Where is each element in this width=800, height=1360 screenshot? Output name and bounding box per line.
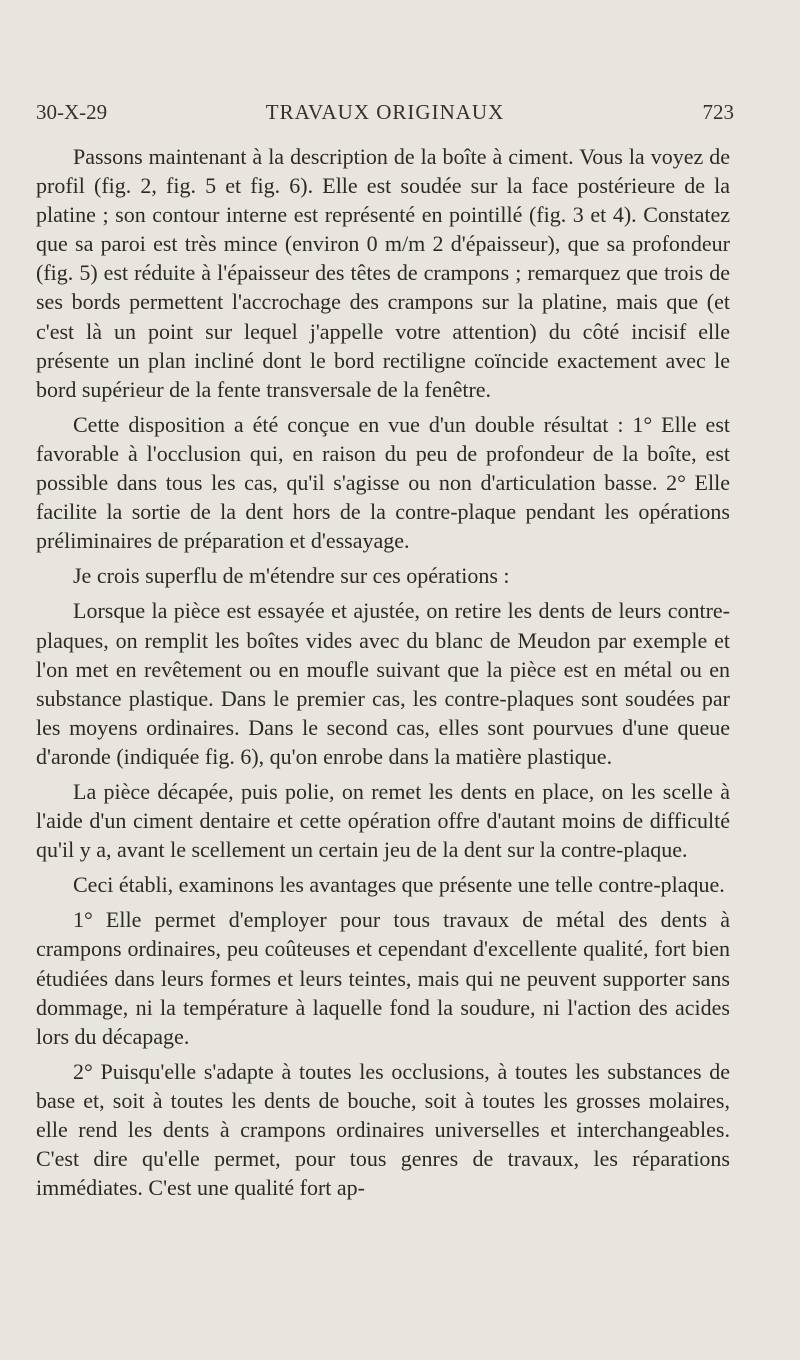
paragraph: La pièce décapée, puis polie, on remet les dents en place, on les scelle à l'aide d'un ciment dentaire et cette opération offre d'autant moins de difficulté qu'il y a, avant le scellement un certain jeu de la dent sur la contre-plaque.	[36, 778, 730, 863]
header-section-title: TRAVAUX ORIGINAUX	[265, 100, 505, 124]
body-text	[36, 142, 730, 1208]
paragraph: Ceci établi, examinons les avantages que présente une telle contre-plaque.	[73, 872, 725, 898]
paragraph: Passons maintenant à la description de la boîte à ciment. Vous la voyez de profil (fig. 2, fig. 5 et fig. 6). Elle est soudée sur la face postérieure de la platine ; son contour interne est représenté en pointillé (fig. 3 et 4). Constatez que sa paroi est très mince (environ 0 m/m 2 d'épaisseur), que sa profondeur (fig. 5) est réduite à l'épaisseur des têtes de crampons ; remarquez que trois de ses bords permettent l'accrochage des crampons sur la platine, mais que (et c'est là un point sur lequel j'appelle votre attention) du côté incisif elle présente un plan incliné dont le bord rectiligne coïncide exactement avec le bord supérieur de la fente transversale de la fenêtre.	[36, 144, 730, 402]
running-head	[36, 100, 734, 126]
header-date: 30-X-29	[36, 100, 108, 124]
paragraph: Cette disposition a été conçue en vue d'un double résultat : 1° Elle est favorable à l'occlusion qui, en raison du peu de profondeur de la boîte, est possible dans tous les cas, qu'il s'agisse ou non d'articulation basse. 2° Elle facilite la sortie de la dent hors de la contre-plaque pendant les opérations préliminaires de préparation et d'essayage.	[36, 411, 730, 554]
paragraph: 1° Elle permet d'employer pour tous travaux de métal des dents à crampons ordinaires, peu coûteuses et cependant d'excellente qualité, fort bien étudiées dans leurs formes et leurs teintes, mais qui ne peuvent supporter sans dommage, ni la température à laquelle fond la soudure, ni l'action des acides lors du décapage.	[36, 907, 730, 1049]
paragraph: 2° Puisqu'elle s'adapte à toutes les occlusions, à toutes les substances de base et, soit à toutes les dents de bouche, soit à toutes les grosses molaires, elle rend les dents à crampons ordinaires universelles et interchangeables. C'est dire qu'elle permet, pour tous genres de travaux, les réparations immédiates. C'est une qualité fort ap-	[36, 1058, 730, 1201]
page-number: 723	[702, 100, 734, 124]
paragraph: Lorsque la pièce est essayée et ajustée, on retire les dents de leurs contre-plaques, on remplit les boîtes vides avec du blanc de Meudon par exemple et l'on met en revêtement ou en moufle suivant que la pièce est en métal ou en substance plastique. Dans le premier cas, les contre-plaques sont soudées par les moyens ordinaires. Dans le second cas, elles sont pourvues d'une queue d'aronde (indiquée fig. 6), qu'on enrobe dans la matière plastique.	[36, 598, 730, 769]
paragraph: Je crois superflu de m'étendre sur ces opérations :	[73, 563, 510, 589]
